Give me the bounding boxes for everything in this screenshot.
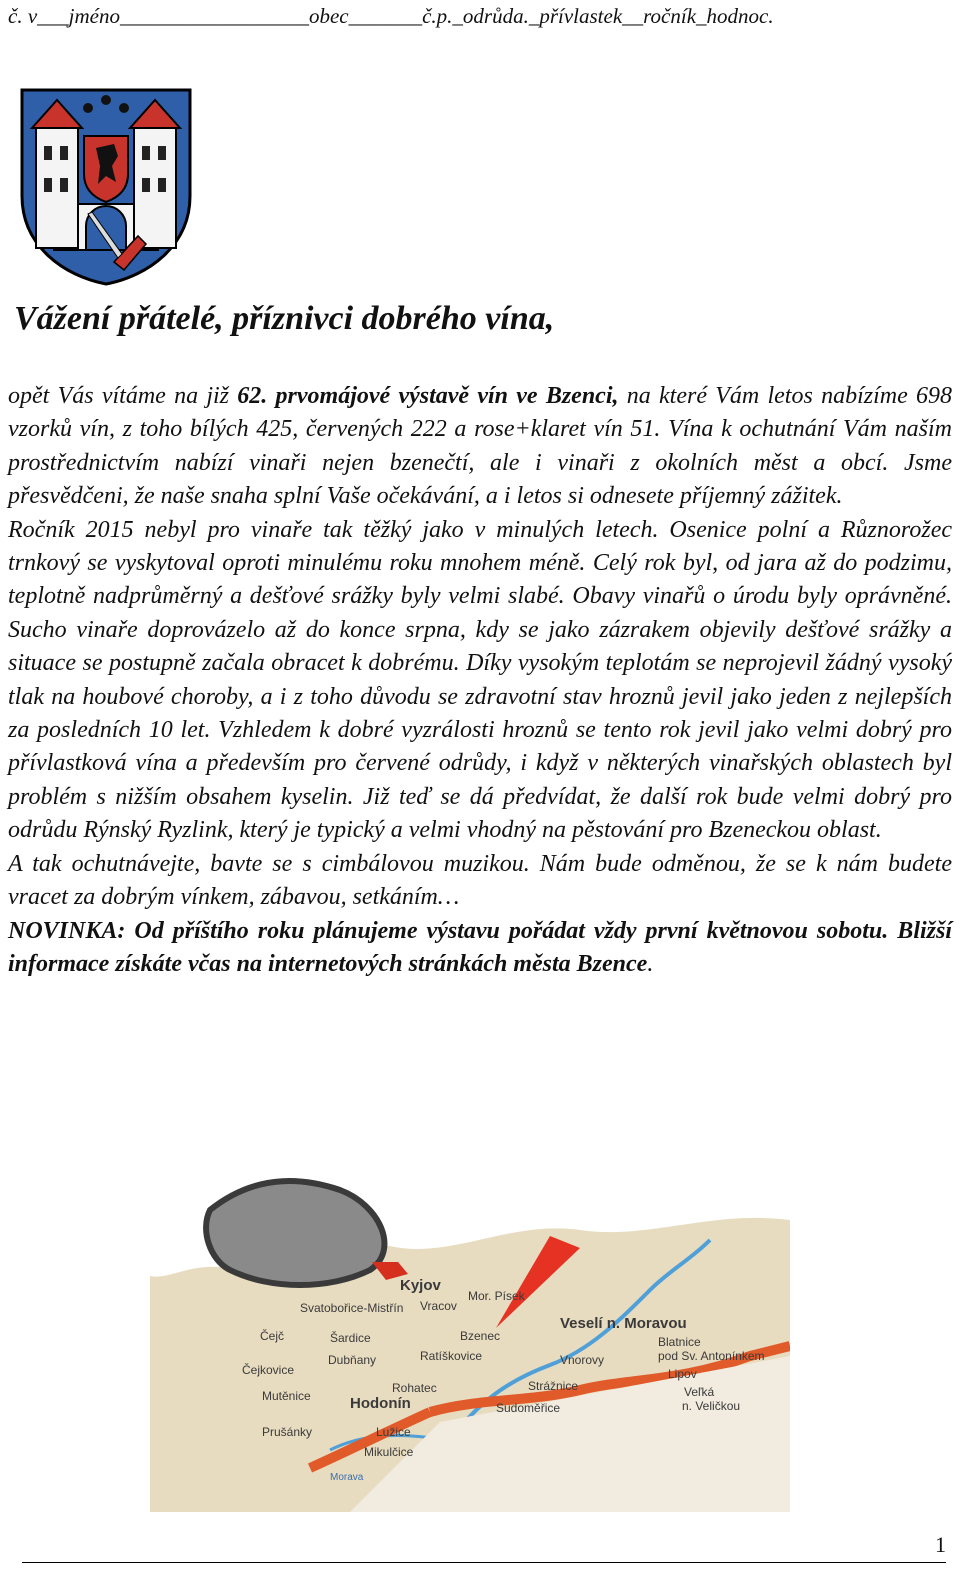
map-label: Veselí n. Moravou	[560, 1315, 687, 1332]
intro-text: opět Vás vítáme na již	[8, 383, 238, 409]
map-label: Vnorovy	[560, 1353, 605, 1367]
paragraph-novinka	[8, 915, 952, 982]
page-number: 1	[935, 1532, 946, 1557]
map-label: Vracov	[420, 1299, 457, 1313]
map-label: pod Sv. Antonínkem	[658, 1349, 765, 1363]
novinka-text: NOVINKA: Od příštího roku plánujeme výstavu pořádat vždy první květnovou sobotu. Bližší informace získáte včas na internetových stránkách města Bzence	[8, 917, 952, 977]
map-label: Hodonín	[350, 1395, 411, 1412]
map-label: Morava	[330, 1472, 364, 1483]
map-label: Svatobořice-Mistřín	[300, 1301, 404, 1315]
bzenec-coat-of-arms-icon	[18, 86, 194, 286]
greeting-heading: Vážení přátelé, příznivci dobrého vína,	[14, 300, 555, 337]
paragraph-intro	[8, 380, 952, 514]
form-header-line: č. v___jméno__________________obec_______č.p._odrůda._přívlastek__ročník_hodnoc.	[8, 4, 774, 28]
exhibition-name: 62. prvomájové výstavě vín ve Bzenci,	[237, 383, 619, 409]
map-label: Sudoměřice	[496, 1401, 561, 1415]
paragraph-invitation: A tak ochutnávejte, bavte se s cimbálovou muzikou. Nám bude odměnou, že se k nám budete vracet za dobrým vínkem, zábavou, setkáním…	[8, 850, 952, 911]
map-label: Mikulčice	[364, 1445, 414, 1459]
map-label: n. Veličkou	[682, 1399, 741, 1413]
map-label: Mor. Písek	[468, 1289, 525, 1303]
map-label: Mutěnice	[262, 1389, 311, 1403]
map-label: Kyjov	[400, 1277, 441, 1294]
regional-map-icon	[150, 1150, 790, 1512]
map-label: Dubňany	[328, 1353, 377, 1367]
map-label: Čejč	[260, 1329, 285, 1343]
map-label: Čejkovice	[242, 1363, 295, 1377]
letter-body	[8, 380, 952, 981]
intro-rest: na které Vám letos nabízíme 698 vzorků vín, z toho bílých 425, červených 222 a rose+klaret vín 51. Vína k ochutnání Vám naším prostřednictvím nabízí vinaři nejen bzenečtí, ale i vinaři z okolních měst a obcí. Jsme přesvědčeni, že naše snaha splní Vaše očekávání, a i letos si odnesete příjemný zážitek.	[8, 383, 952, 510]
novinka-end: .	[647, 950, 654, 977]
map-label: Bzenec	[460, 1329, 501, 1343]
map-label: Ratíškovice	[420, 1349, 483, 1363]
map-label: Šardice	[330, 1331, 371, 1345]
map-label: Lipov	[668, 1367, 697, 1381]
map-label: Veľká	[684, 1385, 715, 1399]
map-label: Lužice	[376, 1425, 411, 1439]
map-label: Prušánky	[262, 1425, 313, 1439]
paragraph-vintage: Ročník 2015 nebyl pro vinaře tak těžký jako v minulých letech. Osenice polní a Různorožec trnkový se vyskytoval oproti minulému roku mnohem méně. Celý rok byl, od jara až do podzimu, teplotně nadprůměrný a dešťové srážky byly velmi slabé. Obavy vinařů o úrodu byly oprávněné. Sucho vinaře doprovázelo až do konce srpna, kdy se jako zázrakem objevily dešťové srážky a situace se postupně začala obracet k dobrému. Díky vysokým teplotám se neprojevil žádný vysoký tlak na houbové choroby, a i z toho důvodu se zdravotní stav hroznů jevil jako jeden z nejlepších za posledních 10 let. Vzhledem k dobré vyzrálosti hroznů se tento rok jevil jako velmi dobrý pro přívlastková vína a především pro červené odrůdy, i když v některých vinařských oblastech byl problém s nižším obsahem kyselin. Již teď se dá předvídat, že další rok bude velmi dobrý pro odrůdu Rýnský Ryzlink, který je typický a velmi vhodný na pěstování pro Bzeneckou oblast.	[8, 516, 952, 844]
map-label: Rohatec	[392, 1381, 437, 1395]
footer-rule	[22, 1562, 946, 1563]
map-label: Blatnice	[658, 1335, 701, 1349]
map-label: Strážnice	[528, 1379, 579, 1393]
